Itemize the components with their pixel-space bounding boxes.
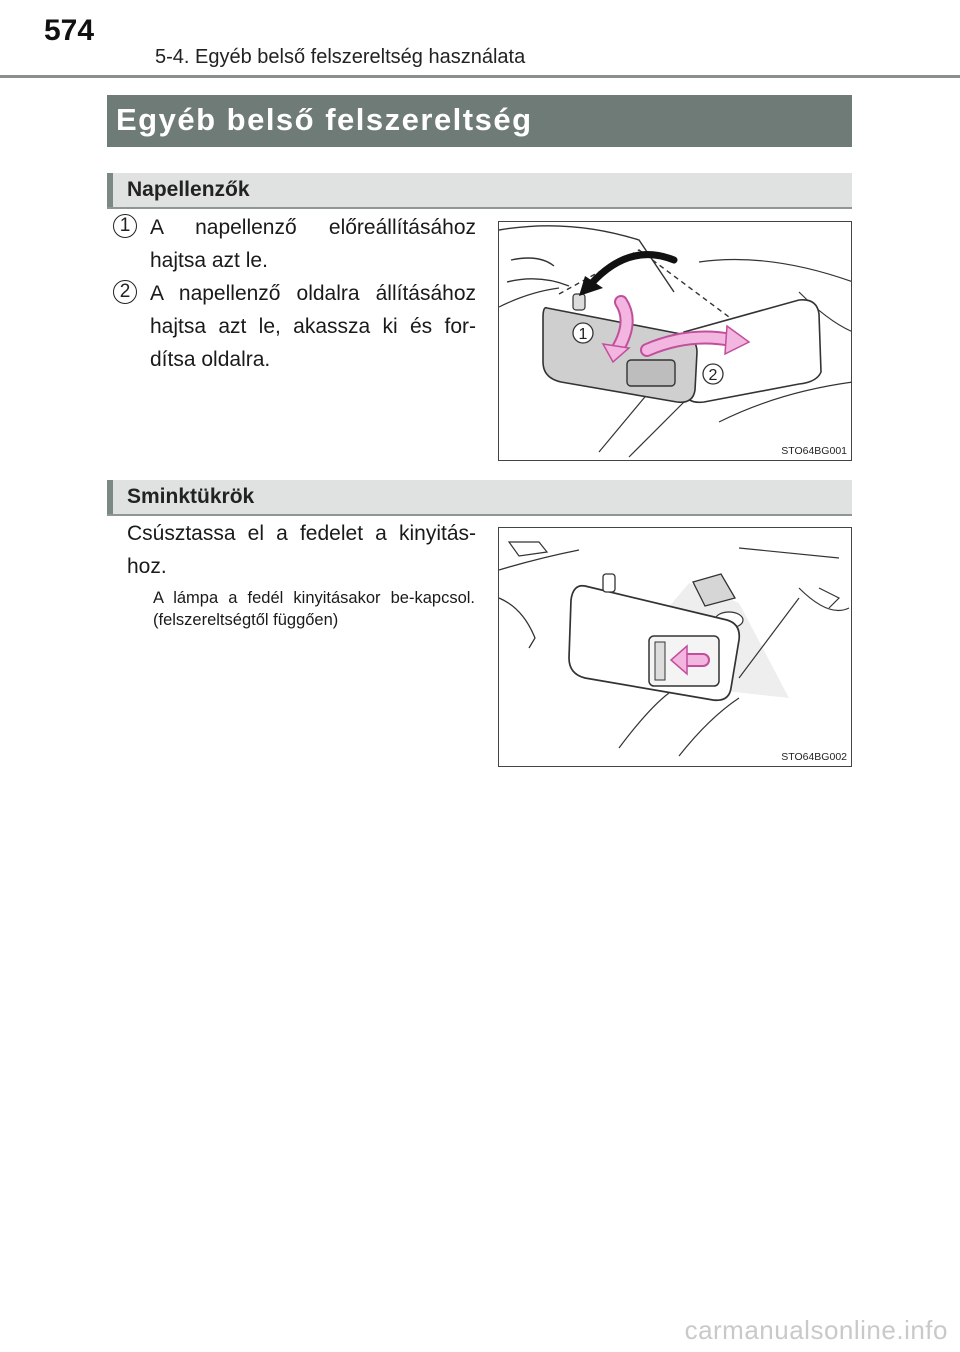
figure-code-2: STO64BG002 [781,751,847,763]
step-text-2: A napellenző oldalra állításához hajtsa azt le, akassza ki és for-dítsa oldalra. [150,282,476,371]
watermark: carmanualsonline.info [684,1315,948,1345]
step-number-1: 1 [113,214,137,238]
vanity-mirror-note: A lámpa a fedél kinyitásakor be-kapcsol. (felszereltségtől függően) [153,589,475,629]
figure-callout-2: 2 [708,367,718,384]
header-rule [0,75,960,78]
running-header: 5-4. Egyéb belső felszereltség használata [155,46,526,68]
vanity-mirror-illustration [498,527,852,767]
step-number-2: 2 [113,280,137,304]
vanity-mirror-instruction: Csúsztassa el a fedelet a kinyitás-hoz. [127,522,476,578]
section-title-vanity-mirrors: Sminktükrök [127,485,255,508]
figure-code-1: STO64BG001 [781,445,847,457]
section-title-sun-visors: Napellenzők [127,178,250,201]
page-number: 574 [44,14,95,47]
sun-visor-illustration [498,221,852,461]
figure-callout-1: 1 [578,326,588,343]
step-text-1: A napellenző előreállításához hajtsa azt le. [150,216,476,272]
chapter-title: Egyéb belső felszereltség [116,102,533,137]
